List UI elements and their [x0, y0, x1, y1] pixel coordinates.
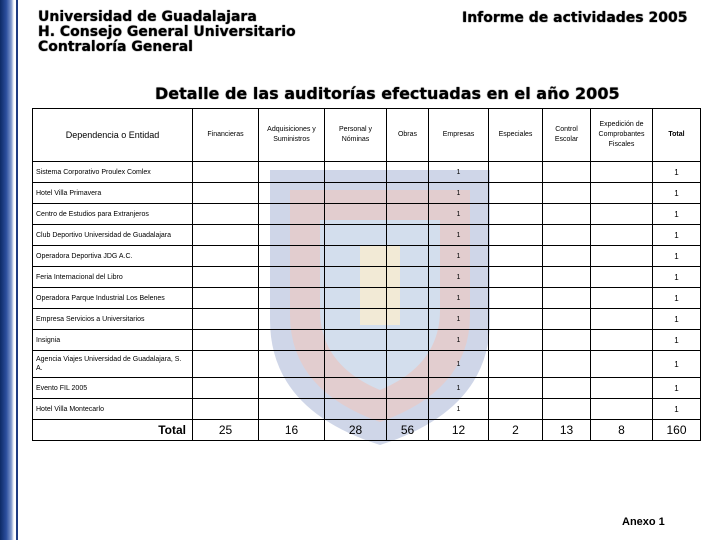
row-total: 1: [653, 225, 701, 246]
total-personal: 28: [325, 420, 387, 441]
row-dependencia: Hotel Villa Primavera: [33, 183, 193, 204]
row-adquisiciones: [259, 183, 325, 204]
row-financieras: [193, 378, 259, 399]
row-personal: [325, 378, 387, 399]
row-financieras: [193, 246, 259, 267]
row-control: [543, 399, 591, 420]
row-total: 1: [653, 378, 701, 399]
row-especiales: [489, 330, 543, 351]
table-row: [33, 183, 701, 204]
table-header-row: [33, 109, 701, 162]
row-empresas: 1: [429, 204, 489, 225]
row-obras: [387, 378, 429, 399]
left-decorative-line: [16, 0, 18, 540]
row-total: 1: [653, 267, 701, 288]
row-control: [543, 288, 591, 309]
audits-table: [32, 108, 701, 441]
row-adquisiciones: [259, 288, 325, 309]
page-title: Detalle de las auditorías efectuadas en el año 2005: [155, 84, 620, 103]
row-control: [543, 267, 591, 288]
row-financieras: [193, 309, 259, 330]
row-obras: [387, 162, 429, 183]
row-dependencia: Insignia: [33, 330, 193, 351]
total-empresas: 12: [429, 420, 489, 441]
col-header-total: Total: [653, 109, 701, 162]
col-header-adquisiciones: Adquisiciones y Suministros: [259, 109, 325, 162]
row-personal: [325, 225, 387, 246]
table-row: [33, 330, 701, 351]
row-especiales: [489, 267, 543, 288]
row-control: [543, 162, 591, 183]
row-especiales: [489, 351, 543, 378]
row-personal: [325, 162, 387, 183]
row-expedicion: [591, 162, 653, 183]
row-expedicion: [591, 246, 653, 267]
row-personal: [325, 204, 387, 225]
table-row: [33, 246, 701, 267]
row-personal: [325, 351, 387, 378]
row-adquisiciones: [259, 399, 325, 420]
row-total: 1: [653, 246, 701, 267]
row-control: [543, 309, 591, 330]
row-empresas: 1: [429, 378, 489, 399]
row-obras: [387, 330, 429, 351]
row-control: [543, 351, 591, 378]
row-obras: [387, 399, 429, 420]
total-especiales: 2: [489, 420, 543, 441]
row-total: 1: [653, 162, 701, 183]
row-financieras: [193, 330, 259, 351]
row-adquisiciones: [259, 378, 325, 399]
row-expedicion: [591, 330, 653, 351]
row-dependencia: Centro de Estudios para Extranjeros: [33, 204, 193, 225]
row-control: [543, 330, 591, 351]
row-dependencia: Feria Internacional del Libro: [33, 267, 193, 288]
row-empresas: 1: [429, 351, 489, 378]
row-dependencia: Hotel Villa Montecarlo: [33, 399, 193, 420]
col-header-especiales: Especiales: [489, 109, 543, 162]
table-row: [33, 162, 701, 183]
col-header-expedicion: Expedición de Comprobantes Fiscales: [591, 109, 653, 162]
row-adquisiciones: [259, 309, 325, 330]
row-control: [543, 378, 591, 399]
row-control: [543, 225, 591, 246]
row-expedicion: [591, 309, 653, 330]
row-financieras: [193, 267, 259, 288]
table-row: [33, 225, 701, 246]
row-obras: [387, 246, 429, 267]
totals-row: [33, 420, 701, 441]
row-personal: [325, 330, 387, 351]
row-total: 1: [653, 183, 701, 204]
row-especiales: [489, 309, 543, 330]
row-especiales: [489, 378, 543, 399]
row-financieras: [193, 225, 259, 246]
row-adquisiciones: [259, 351, 325, 378]
row-total: 1: [653, 351, 701, 378]
row-expedicion: [591, 204, 653, 225]
row-financieras: [193, 204, 259, 225]
total-obras: 56: [387, 420, 429, 441]
row-dependencia: Club Deportivo Universidad de Guadalajara: [33, 225, 193, 246]
row-personal: [325, 309, 387, 330]
row-especiales: [489, 183, 543, 204]
total-financieras: 25: [193, 420, 259, 441]
row-financieras: [193, 288, 259, 309]
row-adquisiciones: [259, 225, 325, 246]
table-row: [33, 399, 701, 420]
total-control: 13: [543, 420, 591, 441]
row-dependencia: Sistema Corporativo Proulex Comlex: [33, 162, 193, 183]
row-personal: [325, 246, 387, 267]
row-personal: [325, 288, 387, 309]
row-total: 1: [653, 309, 701, 330]
row-obras: [387, 183, 429, 204]
row-expedicion: [591, 351, 653, 378]
col-header-personal: Personal y Nóminas: [325, 109, 387, 162]
header-council: H. Consejo General Universitario: [38, 24, 296, 40]
row-expedicion: [591, 378, 653, 399]
row-expedicion: [591, 267, 653, 288]
row-empresas: 1: [429, 267, 489, 288]
total-adquisiciones: 16: [259, 420, 325, 441]
row-especiales: [489, 288, 543, 309]
table-row: [33, 204, 701, 225]
row-adquisiciones: [259, 162, 325, 183]
totals-label: Total: [33, 420, 193, 441]
row-empresas: 1: [429, 162, 489, 183]
row-control: [543, 183, 591, 204]
row-obras: [387, 225, 429, 246]
total-expedicion: 8: [591, 420, 653, 441]
row-adquisiciones: [259, 330, 325, 351]
left-decorative-bar: [0, 0, 14, 540]
row-empresas: 1: [429, 399, 489, 420]
table-row: [33, 351, 701, 378]
row-control: [543, 204, 591, 225]
row-empresas: 1: [429, 330, 489, 351]
row-expedicion: [591, 288, 653, 309]
row-especiales: [489, 246, 543, 267]
row-especiales: [489, 225, 543, 246]
row-obras: [387, 288, 429, 309]
table-row: [33, 378, 701, 399]
row-especiales: [489, 162, 543, 183]
row-financieras: [193, 351, 259, 378]
row-expedicion: [591, 225, 653, 246]
footer-annex: Anexo 1: [622, 516, 665, 528]
row-especiales: [489, 399, 543, 420]
row-expedicion: [591, 183, 653, 204]
row-empresas: 1: [429, 288, 489, 309]
row-obras: [387, 267, 429, 288]
col-header-empresas: Empresas: [429, 109, 489, 162]
row-obras: [387, 351, 429, 378]
table-row: [33, 309, 701, 330]
row-dependencia: Evento FIL 2005: [33, 378, 193, 399]
row-total: 1: [653, 399, 701, 420]
header-report-title: Informe de actividades 2005: [462, 10, 688, 26]
row-personal: [325, 399, 387, 420]
col-header-financieras: Financieras: [193, 109, 259, 162]
col-header-control: Control Escolar: [543, 109, 591, 162]
header-comptroller: Contraloría General: [38, 39, 193, 55]
row-obras: [387, 309, 429, 330]
row-adquisiciones: [259, 204, 325, 225]
row-especiales: [489, 204, 543, 225]
total-grand: 160: [653, 420, 701, 441]
col-header-obras: Obras: [387, 109, 429, 162]
table-row: [33, 267, 701, 288]
row-total: 1: [653, 204, 701, 225]
row-financieras: [193, 183, 259, 204]
row-total: 1: [653, 330, 701, 351]
row-empresas: 1: [429, 183, 489, 204]
row-personal: [325, 267, 387, 288]
row-control: [543, 246, 591, 267]
row-empresas: 1: [429, 225, 489, 246]
row-financieras: [193, 399, 259, 420]
row-empresas: 1: [429, 246, 489, 267]
row-adquisiciones: [259, 246, 325, 267]
row-adquisiciones: [259, 267, 325, 288]
row-financieras: [193, 162, 259, 183]
row-dependencia: Empresa Servicios a Universitarios: [33, 309, 193, 330]
row-dependencia: Operadora Deportiva JDG A.C.: [33, 246, 193, 267]
row-total: 1: [653, 288, 701, 309]
col-header-dependencia: Dependencia o Entidad: [33, 109, 193, 162]
header-university: Universidad de Guadalajara: [38, 9, 257, 25]
row-personal: [325, 183, 387, 204]
row-dependencia: Operadora Parque Industrial Los Belenes: [33, 288, 193, 309]
row-empresas: 1: [429, 309, 489, 330]
row-dependencia: Agencia Viajes Universidad de Guadalajara, S. A.: [33, 351, 193, 378]
row-expedicion: [591, 399, 653, 420]
table-row: [33, 288, 701, 309]
row-obras: [387, 204, 429, 225]
